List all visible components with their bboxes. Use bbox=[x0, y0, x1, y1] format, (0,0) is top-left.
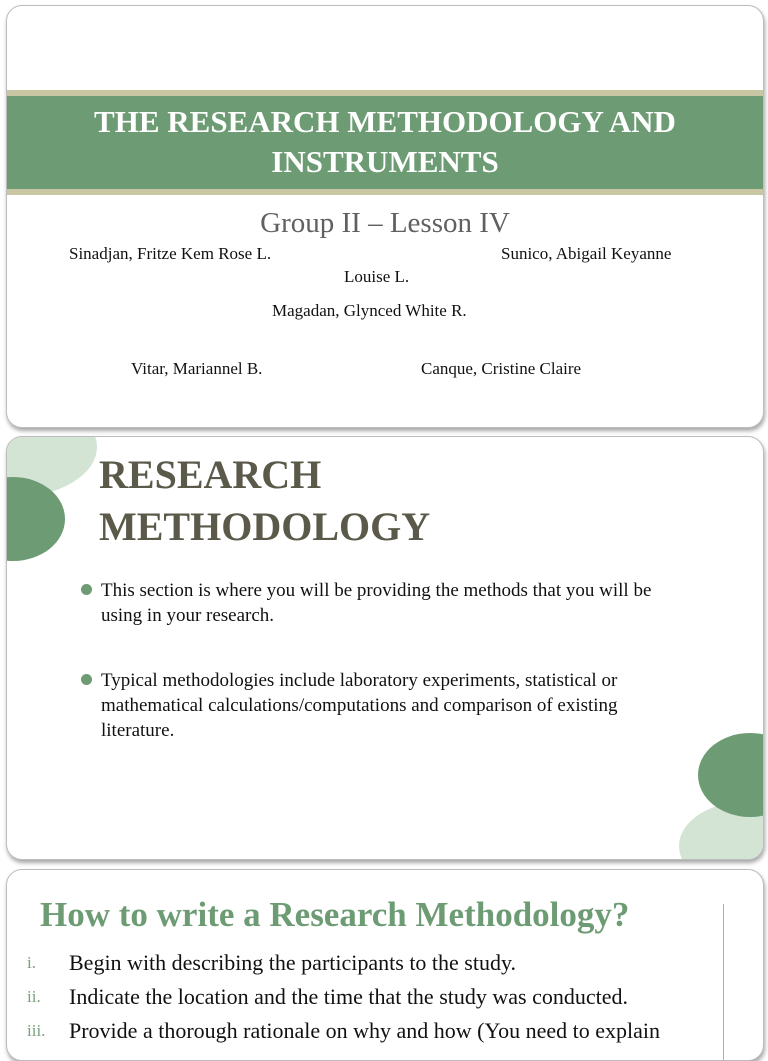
bullet-line: literature. bbox=[101, 720, 175, 741]
bullet-dot-icon bbox=[81, 674, 92, 685]
section-heading bbox=[99, 449, 430, 553]
slide-research-methodology bbox=[6, 436, 764, 860]
step-number: i. bbox=[27, 953, 36, 972]
heading-line-1: RESEARCH bbox=[99, 452, 322, 497]
slide-title bbox=[6, 5, 764, 428]
author-sinadjan: Sinadjan, Fritze Kem Rose L. bbox=[69, 244, 272, 263]
bullet-item bbox=[101, 578, 741, 628]
step-text: Begin with describing the participants to the study. bbox=[69, 950, 517, 975]
author-vitar: Vitar, Mariannel B. bbox=[131, 359, 263, 378]
title-band-bottom-trim bbox=[7, 189, 763, 195]
bullet-line: This section is where you will be providing the methods that you will be bbox=[101, 580, 652, 601]
bullet-line: using in your research. bbox=[101, 605, 275, 626]
bullet-dot-icon bbox=[81, 584, 92, 595]
step-number: iii. bbox=[27, 1021, 46, 1040]
heading-line-2: METHODOLOGY bbox=[99, 504, 431, 549]
slide-how-to-write bbox=[6, 869, 764, 1061]
title-line-2: INSTRUMENTS bbox=[271, 144, 499, 179]
presentation-title bbox=[7, 102, 763, 182]
decor-circle-dark-bottom bbox=[698, 733, 764, 817]
author-sunico: Sunico, Abigail Keyanne bbox=[501, 244, 672, 263]
author-sunico-continued: Louise L. bbox=[344, 267, 410, 286]
presentation-subtitle: Group II – Lesson IV bbox=[260, 207, 510, 239]
bullet-line: Typical methodologies include laboratory experiments, statistical or bbox=[101, 670, 618, 691]
bullet-line: mathematical calculations/computations and comparison of existing bbox=[101, 695, 618, 716]
how-to-heading: How to write a Research Methodology? bbox=[40, 895, 630, 934]
step-number: ii. bbox=[27, 987, 41, 1006]
divider-line bbox=[723, 904, 724, 1061]
author-canque: Canque, Cristine Claire bbox=[421, 359, 582, 378]
title-line-1: THE RESEARCH METHODOLOGY AND bbox=[94, 104, 676, 139]
step-text: Indicate the location and the time that the study was conducted. bbox=[69, 984, 628, 1009]
author-magadan: Magadan, Glynced White R. bbox=[272, 301, 467, 320]
bullet-item bbox=[101, 668, 741, 743]
step-text: Provide a thorough rationale on why and how (You need to explain bbox=[69, 1018, 661, 1043]
